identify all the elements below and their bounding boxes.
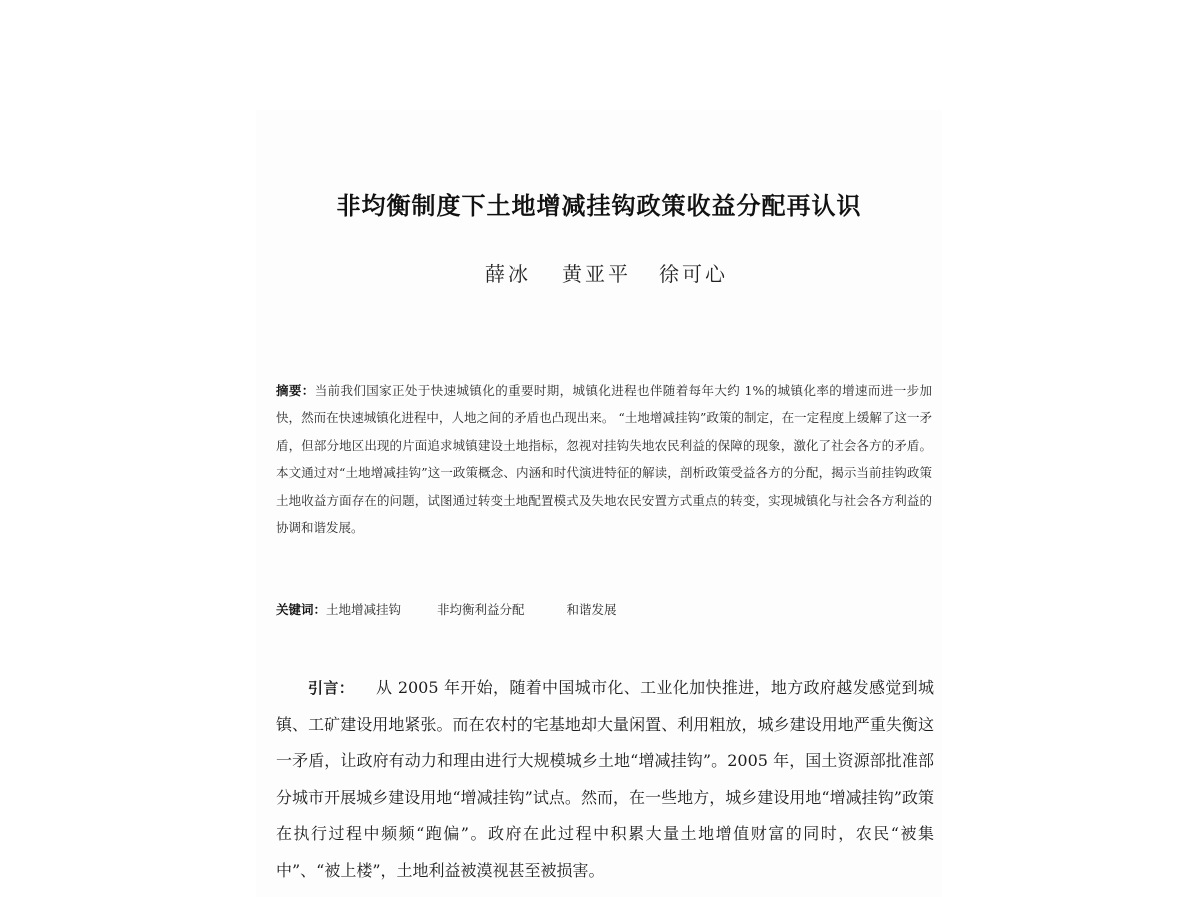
abstract-text: 当前我们国家正处于快速城镇化的重要时期，城镇化进程也伴随着每年大约 1%的城镇化率的增速而进一步加快，然而在快速城镇化进程中，人地之间的矛盾也凸现出来。 “土地增减挂钩”政策的制定，在一定程度上缓解了这一矛盾，但部分地区出现的片面追求城镇建设土地指标，忽视对挂钩失地农民利益的保障的现象，激化了社会各方的矛盾。本文通过对“土地增减挂钩”这一政策概念、内涵和时代演进特征的解读，剖析政策受益各方的分配，揭示当前挂钩政策土地收益方面存在的问题，试图通过转变土地配置模式及失地农民安置方式重点的转变，实现城镇化与社会各方利益的协调和谐发展。: [276, 383, 932, 536]
author-name: 徐可心: [659, 262, 728, 286]
abstract-section: [276, 377, 932, 541]
keyword: 和谐发展: [566, 602, 617, 617]
abstract-label: 摘要：: [276, 383, 315, 398]
paper-title: 非均衡制度下土地增减挂钩政策收益分配再认识: [336, 192, 862, 220]
author-name: 黄亚平: [562, 262, 631, 286]
introduction-section: [276, 670, 934, 890]
introduction-text: 从 2005 年开始，随着中国城市化、工业化加快推进，地方政府越发感觉到城镇、工矿建设用地紧张。而在农村的宅基地却大量闲置、利用粗放，城乡建设用地严重失衡这一矛盾，让政府有动力和理由进行大规模城乡土地“增减挂钩”。2005 年，国土资源部批准部分城市开展城乡建设用地“增减挂钩”试点。然而，在一些地方，城乡建设用地“增减挂钩”政策在执行过程中频频“跑偏”。政府在此过程中积累大量土地增值财富的同时，农民“被集中”、“被上楼”，土地利益被漠视甚至被损害。: [276, 678, 934, 880]
keywords-label: 关键词：: [276, 602, 327, 617]
keywords-section: [276, 599, 932, 621]
author-list: [256, 258, 942, 288]
keyword: 土地增减挂钩: [326, 602, 402, 617]
keyword: 非均衡利益分配: [437, 602, 525, 617]
author-name: 薛冰: [485, 262, 531, 286]
introduction-label: 引言：: [308, 679, 355, 697]
